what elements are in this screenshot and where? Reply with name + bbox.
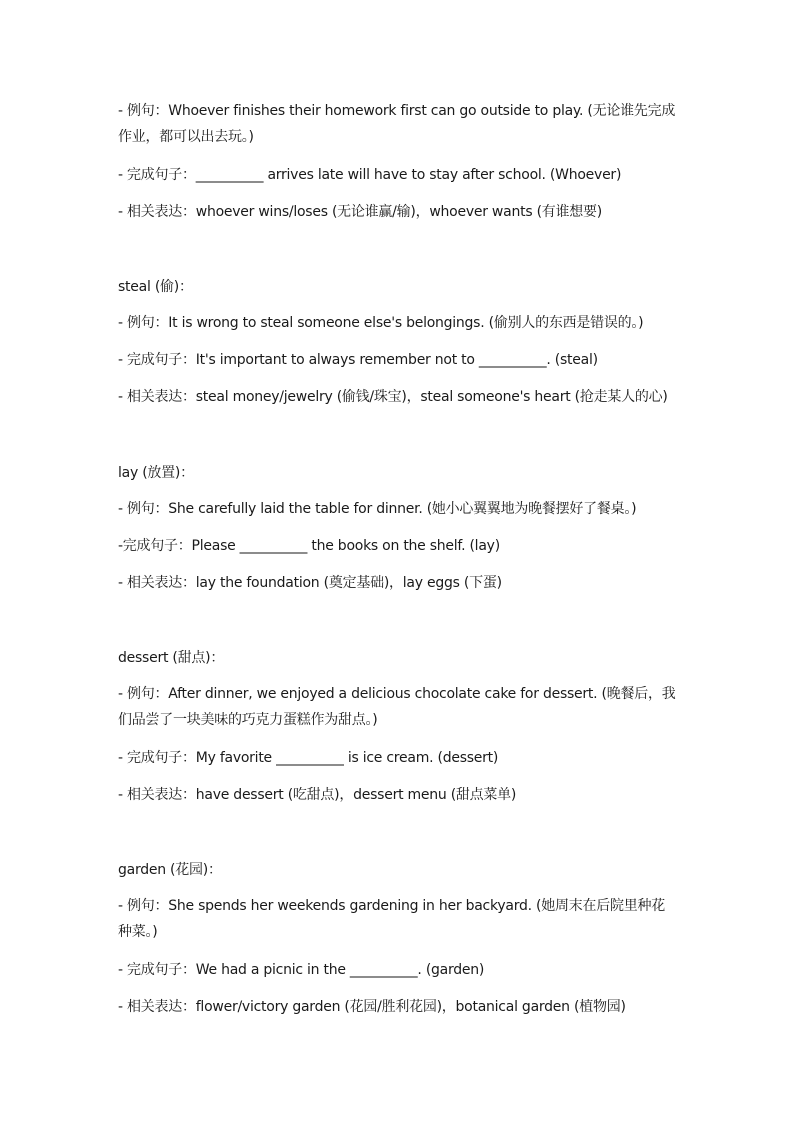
- example-sentence: - 例句：She spends her weekends gardening in her backyard. (她周末在后院里种花种菜。): [118, 898, 665, 940]
- related-expressions: - 相关表达：flower/victory garden (花园/胜利花园)，botanical garden (植物园): [118, 999, 626, 1015]
- related-expressions: - 相关表达：steal money/jewelry (偷钱/珠宝)，steal someone's heart (抢走某人的心): [118, 389, 668, 405]
- vocab-heading-steal: steal (偷)：: [118, 279, 193, 295]
- complete-sentence-exercise: - 完成句子：It's important to always remember not to __________. (steal): [118, 352, 598, 368]
- example-sentence: - 例句：After dinner, we enjoyed a delicious chocolate cake for dessert. (晚餐后，我们品尝了一块美味的巧克力蛋糕作为甜点。): [118, 686, 676, 728]
- vocab-heading-lay: lay (放置)：: [118, 465, 194, 481]
- complete-sentence-exercise: - 完成句子：My favorite __________ is ice cream. (dessert): [118, 750, 499, 766]
- example-sentence: - 例句：Whoever finishes their homework first can go outside to play. (无论谁先完成作业，都可以出去玩。): [118, 103, 676, 145]
- vocab-heading-garden: garden (花园)：: [118, 862, 222, 878]
- complete-sentence-exercise: -完成句子：Please __________ the books on the shelf. (lay): [118, 538, 500, 554]
- example-sentence: - 例句：It is wrong to steal someone else's belongings. (偷别人的东西是错误的。): [118, 315, 644, 331]
- example-sentence: - 例句：She carefully laid the table for dinner. (她小心翼翼地为晚餐摆好了餐桌。): [118, 501, 637, 517]
- complete-sentence-exercise: - 完成句子：We had a picnic in the __________. (garden): [118, 962, 485, 978]
- related-expressions: - 相关表达：whoever wins/loses (无论谁赢/输)，whoever wants (有谁想要): [118, 204, 602, 220]
- related-expressions: - 相关表达：have dessert (吃甜点)，dessert menu (甜点菜单): [118, 787, 517, 803]
- vocab-heading-dessert: dessert (甜点)：: [118, 650, 225, 666]
- related-expressions: - 相关表达：lay the foundation (奠定基础)，lay eggs (下蛋): [118, 575, 502, 591]
- complete-sentence-exercise: - 完成句子：__________ arrives late will have to stay after school. (Whoever): [118, 167, 622, 183]
